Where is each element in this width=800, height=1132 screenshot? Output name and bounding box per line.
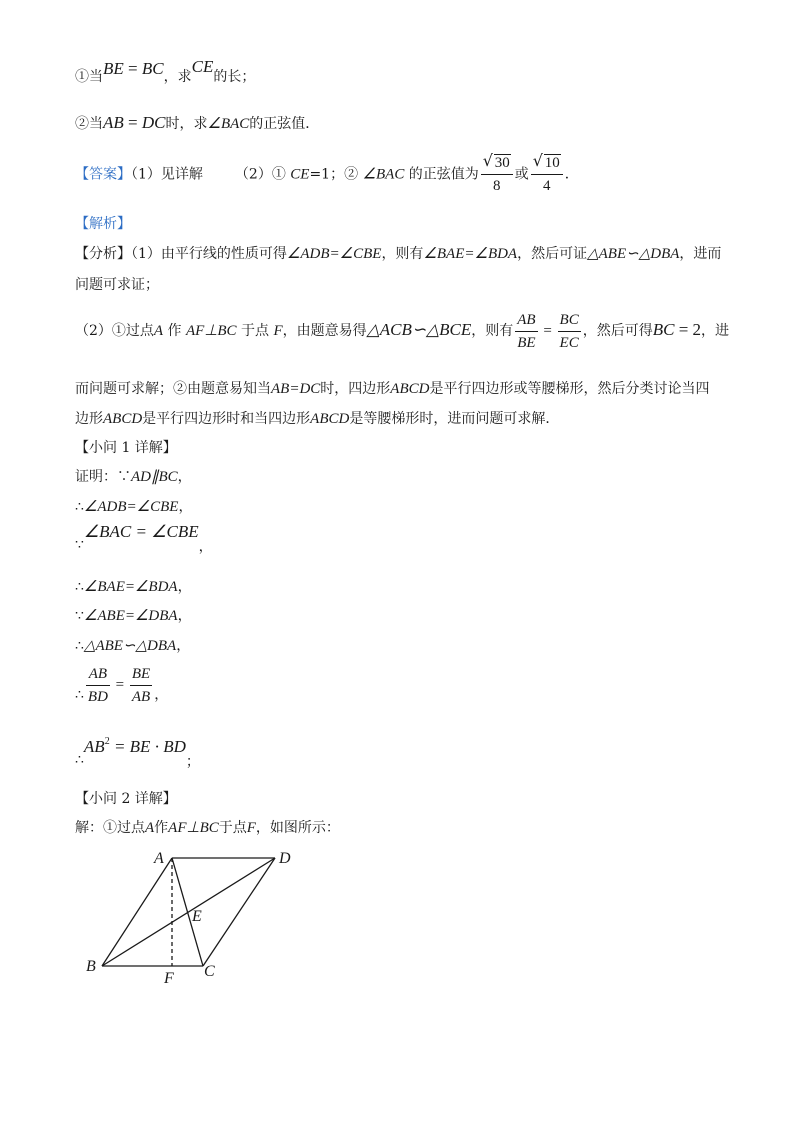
q1-comma: ，求 [163,69,192,85]
answer-angle: ∠BAC [362,166,405,183]
segment-bd [102,858,275,966]
proof-fraction-2: $\frac{BE}{AB}$ [130,663,152,708]
proof-step-6: ∴△ABE∽△DBA， [75,638,191,654]
analysis-line-1: 【分析】（1）由平行线的性质可得∠ADB=∠CBE，则有∠BAE=∠BDA，然后可证△ABE∽△DBA，进而 [75,246,722,262]
label-d: D [279,850,291,867]
answer-fraction-1: √ 30 8 [481,152,513,197]
q1-ce: CE [191,57,214,76]
label-c: C [204,963,215,980]
proof-step-1: 证明：∵AD∥BC， [75,469,192,485]
proof-step-4: ∴∠BAE=∠BDA， [75,579,192,595]
question-2 [75,113,319,134]
answer-part2: （2）① [234,166,291,183]
question-1 [75,57,256,87]
label-e: E [192,908,202,925]
label-b: B [86,958,96,975]
proof-step-2: ∴∠ADB=∠CBE， [75,499,193,515]
proof-step-8: $\therefore AB^2$ = BE · BD； [75,736,200,770]
sub1-title: 【小问 1 详解】 [75,440,177,456]
proof-step-7: ∴ $\frac{AB}{BD}$ = $\frac{BE}{AB}$ ， [75,662,168,708]
segment-ab [102,858,172,966]
label-f: F [164,970,174,987]
q2-mid: 时，求 [165,116,208,132]
q2-prefix: ②当 [75,116,103,132]
q1-be: BE = BC [103,59,164,78]
answer-end: ． [564,166,579,183]
segment-cd [203,858,275,966]
analysis-line-5: 边形ABCD是平行四边形时和当四边形ABCD是等腰梯形时，进而问题可求解． [75,411,560,427]
proof-step-5: ∵∠ABE=∠DBA， [75,608,192,624]
answer-or: 或 [514,166,529,183]
analysis-line-3: （2）①过点A 作 AF⊥BC 于点 F，由题意易得△ACB∽△BCE，则有 $\frac{AB}{BE}$ = $\frac{BC}{EC}$ ，然后可得BC = 2，进 [75,302,729,359]
sub2-line-1: 解：①过点A作AF⊥BC于点F，如图所示： [75,820,340,836]
jiexi-label: 【解析】 [75,216,131,232]
geometry-figure [80,845,320,990]
q2-eq: AB = DC [103,113,166,132]
analysis-fraction-2: $\frac{BC}{EC}$ [558,309,581,354]
sub2-title: 【小问 2 详解】 [75,791,177,807]
answer-part1: （1）见详解 [131,166,203,183]
label-a: A [154,850,164,867]
analysis-fraction-1: $\frac{AB}{BE}$ [515,309,537,354]
answer-line [75,152,579,197]
answer-mid: 的正弦值为 [404,166,479,183]
analysis-line-4: 而问题可求解；②由题意易知当AB=DC时，四边形ABCD是平行四边形或等腰梯形，然后分类讨论当四 [75,381,710,397]
answer-label: 【答案】 [75,166,131,183]
analysis-line-2: 问题可求证； [75,277,159,293]
q2-tail: 的正弦值． [249,116,320,132]
answer-ce-value: =1；② [309,166,363,183]
proof-step-3: ∵∠BAC = ∠CBE， [75,522,213,555]
proof-fraction-1: $\frac{AB}{BD}$ [86,663,110,708]
answer-fraction-2: √ 10 4 [531,152,563,197]
q1-tail: 的长； [213,69,256,85]
answer-ce: CE [290,166,310,183]
q2-angle: ∠BAC [207,116,250,132]
q1-prefix: ①当 [75,69,103,85]
